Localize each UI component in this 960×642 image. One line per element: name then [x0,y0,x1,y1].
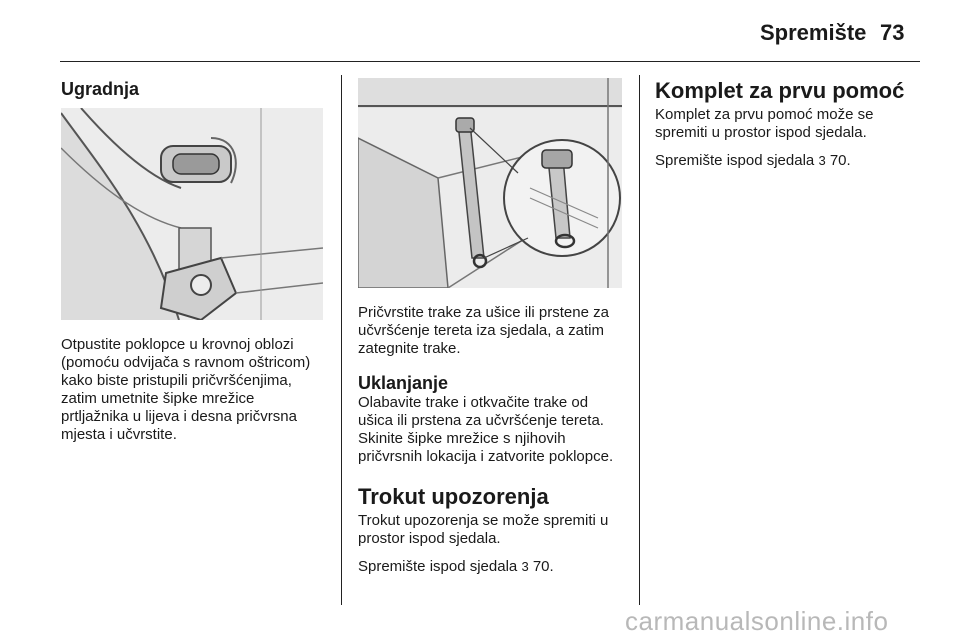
section-heading-installation: Ugradnja [61,79,140,99]
section-heading-first-aid-kit: Komplet za prvu pomoć [655,78,905,103]
cross-reference-text: Spremište ispod sjedala [655,152,815,169]
cross-reference-page: 70. [829,152,851,169]
section-heading-removal: Uklanjanje [358,373,449,393]
running-header-title: Spremište [760,20,867,45]
illustration-strap-anchor-detail [358,78,622,288]
watermark: carmanualsonline.info [625,606,889,636]
page-reference-arrow-icon: 3 [818,153,826,168]
column-divider [639,75,640,605]
column-installation [61,78,326,444]
column-divider [341,75,342,605]
removal-instructions: Olabavite trake i otkvačite trake od ušica ili prstena za učvršćenje tereta. Skinite šipke mrežice s njihovih pričvrsnih lokacija i zatvorite poklopce. [358,394,614,465]
cross-reference-text: Spremište ispod sjedala [358,558,518,575]
section-heading-warning-triangle: Trokut upozorenja [358,484,549,509]
warning-triangle-text: Trokut upozorenja se može spremiti u prostor ispod sjedala. [358,512,609,547]
first-aid-kit-text: Komplet za prvu pomoć može se spremiti u prostor ispod sjedala. [655,106,874,141]
page-reference-arrow-icon: 3 [521,559,529,574]
strap-attachment-instructions: Pričvrstite trake za ušice ili prstene za učvršćenje tereta iza sjedala, a zatim zategnite trake. [358,304,609,357]
column-straps-removal-triangle [358,78,626,576]
cross-reference [358,558,626,576]
page-number: 73 [880,20,905,45]
cross-reference-page: 70. [532,558,554,575]
illustration-roof-trim-mount [61,108,323,320]
cross-reference [655,152,920,170]
installation-instructions: Otpustite poklopce u krovnoj oblozi (pomoću odvijača s ravnom oštricom) kako biste pristupili pričvršćenjima, zatim umetnite šipke mrežice prtljažnika u lijeva i desna pričvrsna mjesta i učvrstite. [61,336,311,443]
header-rule [60,61,920,62]
column-first-aid-kit [655,78,920,170]
